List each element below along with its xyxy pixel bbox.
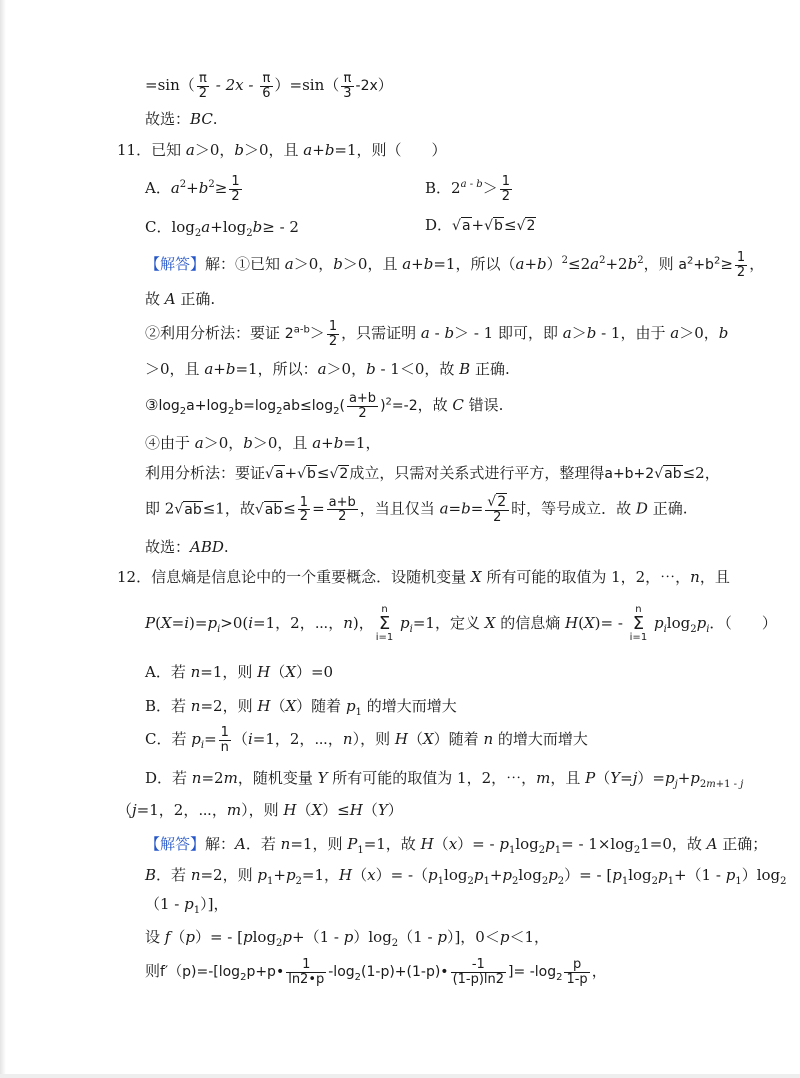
option-12-a: A．若 n=1，则 H（X）=0 bbox=[145, 663, 334, 681]
solution-11-line-7: 利用分析法：要证√a+√b≤√2成立，只需对关系式进行平方，整理得a+b+2√ab≤2， bbox=[145, 464, 720, 482]
option-11-b: B．$2^{a - b}>$ $\frac{1}{2}$ bbox=[425, 174, 510, 204]
solution-11-line-5: $③\log_2a+\log_2b=\log_2ab\le\log_2$( $\frac{a+b}{2}$ )$^2$=-2，故 C 错误. bbox=[145, 391, 504, 421]
solution-12-line-5: 则$f'(p)=-[\log_2p+p•$ $\frac{1}{\ln 2•p}$ $-\log_2(1-p)+(1-p)•$ $\frac{-1}{(1-p)\ln 2}$ ]= $-\log_2$ $\frac{p}{1-p}$ ， bbox=[145, 957, 607, 987]
answer-line-q11: 故选：ABD. bbox=[145, 538, 229, 556]
option-11-d: D．√a+√b≤√2 bbox=[425, 216, 536, 234]
solution-11-line-8: 即 2√ab≤1，故√ab≤ $\frac{1}{2}$ = $\frac{a+b}{2}$ ，当且仅当 a=b= $\frac{√2}{2}$ 时，等号成立．故 D 正确. bbox=[145, 494, 688, 525]
option-12-b: B．若 n=2，则 H（X）随着 $p_1$ 的增大而增大 bbox=[145, 697, 457, 718]
question-11-stem: 11．已知 a＞0，b＞0，且 a+b=1，则（ ） bbox=[117, 141, 447, 159]
page-left-shadow bbox=[0, 0, 6, 1078]
option-12-d-line-1: D．若 n=2m，随机变量 Y 所有可能的取值为 1，2，⋯，m，且 $P(Y=j)=p_j+p_{2m+1 - j}$ bbox=[145, 769, 744, 790]
option-11-c: C．$\log_2a+\log_2b\ge - 2$ bbox=[145, 218, 299, 239]
solution-line-1: =sin（ $\frac{\pi}{2}$ - 2x - $\frac{\pi}{6}$ ）=sin（ $\frac{\pi}{3}$ -2x） bbox=[145, 71, 393, 101]
solution-12-line-1: 【解答】解：A．若 n=1，则 $P_1=1$，故 $H(x)= - p_1\log_2p_1= - 1\times\log_21=0$，故 A 正确； bbox=[145, 835, 768, 856]
solution-11-line-6: ④由于 a＞0，b＞0，且 a+b=1， bbox=[145, 434, 381, 452]
question-12-stem-1: 12．信息熵是信息论中的一个重要概念．设随机变量 X 所有可能的取值为 1，2，⋯，n，且 bbox=[117, 568, 730, 586]
solution-11-line-1: 【解答】解：①已知 a＞0，b＞0，且 a+b=1，所以$(a+b)^2\le 2a^2+2b^2$，则 $a^2+b^2\ge$ $\frac{1}{2}$ ， bbox=[145, 250, 765, 280]
solution-12-line-4: 设 $f(p)= - [plog_2p+(1 - p)\log_2(1 - p)]$，0＜p＜1， bbox=[145, 928, 549, 949]
solution-11-line-2: 故 A 正确. bbox=[145, 290, 216, 308]
page-bottom-edge bbox=[0, 1074, 800, 1078]
solution-12-line-3: $(1 - p_1)$]， bbox=[145, 895, 229, 916]
solution-11-line-3: ②利用分析法：要证 $2^{a-b}>$ $\frac{1}{2}$ ，只需证明 a - b＞ - 1 即可，即 a＞b - 1，由于 a＞0，b bbox=[145, 319, 729, 349]
question-12-stem-2: $P(X=i)=p_i>0(i=1$，2，⋯，n)， n Σ i=1 $p_i=1$，定义 X 的信息熵 H(X)= - n Σ i=1 $p_i\log_2p_i$．（ ） bbox=[145, 604, 777, 643]
solution-11-line-4: ＞0，且 a+b=1，所以：a＞0，b - 1＜0，故 B 正确. bbox=[145, 360, 510, 378]
option-12-d-line-2: （j=1，2，⋯，m），则 H（X）≤H（Y） bbox=[117, 801, 403, 819]
answer-line-q10: 故选：BC. bbox=[145, 110, 218, 128]
solution-12-line-2: B．若 n=2，则 $p_1+p_2=1$，$H(x)= -(p_1\log_2p_1+p_2\log_2p_2)= - [p_1\log_2p_1+(1 - p_1)\log_2$ bbox=[145, 866, 787, 887]
option-12-c: C．若 $p_i=$ $\frac{1}{n}$ （i=1，2，⋯，n），则 H（X）随着 n 的增大而增大 bbox=[145, 725, 588, 755]
option-11-a: A．$a^2+b^2\ge$ $\frac{1}{2}$ bbox=[145, 174, 240, 204]
